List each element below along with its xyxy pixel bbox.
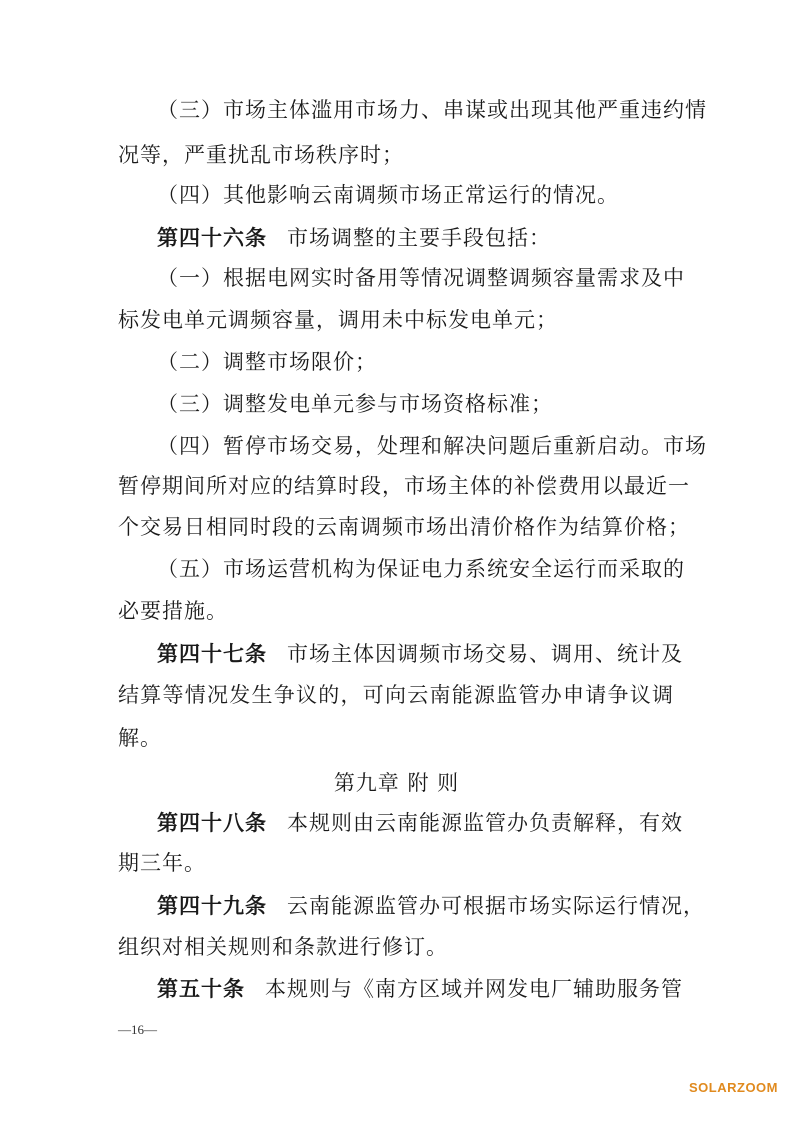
chapter-heading: 第九章 附 则: [333, 771, 460, 795]
paragraph-line: （四）其他影响云南调频市场正常运行的情况。: [157, 183, 619, 207]
article-line: 第四十九条 云南能源监管办可根据市场实际运行情况，: [157, 893, 705, 918]
article-number: 第四十六条: [157, 225, 267, 250]
article-line: 第四十八条 本规则由云南能源监管办负责解释，有效: [157, 810, 683, 835]
paragraph-line: 结算等情况发生争议的，可向云南能源监管办申请争议调: [118, 683, 674, 707]
article-line: 第五十条 本规则与《南方区域并网发电厂辅助服务管: [157, 976, 683, 1001]
paragraph-line: 暂停期间所对应的结算时段，市场主体的补偿费用以最近一: [118, 474, 690, 498]
paragraph-line: （三）调整发电单元参与市场资格标准；: [157, 392, 553, 416]
article-number: 第四十九条: [157, 893, 267, 918]
paragraph-line: （五）市场运营机构为保证电力系统安全运行而采取的: [157, 557, 685, 581]
article-number: 第四十八条: [157, 810, 267, 835]
watermark-logo: SOLARZOOM: [689, 1080, 778, 1095]
paragraph-line: 况等，严重扰乱市场秩序时；: [118, 143, 404, 167]
paragraph-line: 个交易日相同时段的云南调频市场出清价格作为结算价格；: [118, 515, 690, 539]
paragraph-line: （三）市场主体滥用市场力、串谋或出现其他严重违约情: [157, 98, 707, 122]
paragraph-line: 标发电单元调频容量，调用未中标发电单元；: [118, 308, 558, 332]
page-number: —16—: [118, 1022, 157, 1037]
paragraph-line: 组织对相关规则和条款进行修订。: [118, 935, 448, 959]
paragraph-line: 期三年。: [118, 851, 206, 875]
paragraph-line: 必要措施。: [118, 599, 228, 623]
paragraph-line: （二）调整市场限价；: [157, 350, 377, 374]
paragraph-line: （四）暂停市场交易，处理和解决问题后重新启动。市场: [157, 434, 707, 458]
article-number: 第五十条: [157, 976, 245, 1001]
article-line: 第四十六条 市场调整的主要手段包括：: [157, 225, 551, 250]
article-line: 第四十七条 市场主体因调频市场交易、调用、统计及: [157, 641, 683, 666]
paragraph-line: 解。: [118, 726, 162, 750]
paragraph-line: （一）根据电网实时备用等情况调整调频容量需求及中: [157, 266, 685, 290]
article-number: 第四十七条: [157, 641, 267, 666]
